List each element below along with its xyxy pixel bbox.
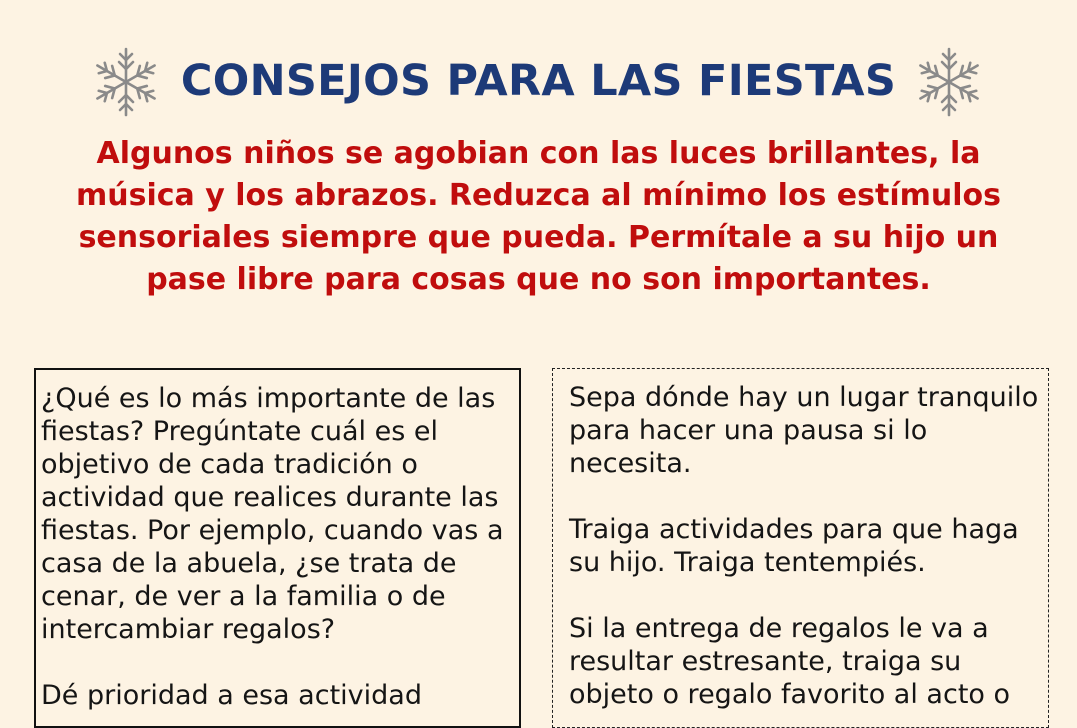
left-tips-box (34, 368, 521, 728)
tip-paragraph: Traiga actividades para que haga su hijo. Traiga tentempiés. (569, 514, 1019, 578)
tip-paragraph: Dé prioridad a esa actividad (41, 680, 422, 711)
header (0, 44, 1077, 120)
tip-paragraph: ¿Qué es lo más importante de las fiestas? Pregúntate cuál es el objetivo de cada tradición o actividad que realices durante las fiestas. Por ejemplo, cuando vas a casa de la abuela, ¿se trata de cenar, de ver a la familia o de intercambiar regalos? (41, 383, 504, 645)
tip-paragraph: Sepa dónde hay un lugar tranquilo para hacer una pausa si lo necesita. (569, 382, 1039, 479)
intro-text: Algunos niños se agobian con las luces brillantes, la música y los abrazos. Reduzca al mínimo los estímulos sensoriales siempre que pueda. Permítale a su hijo un pase libre para cosas que no son importantes. (75, 136, 1002, 297)
page-title: CONSEJOS PARA LAS FIESTAS (180, 56, 897, 106)
tip-paragraph: Si la entrega de regalos le va a resultar estresante, traiga su objeto o regalo favorito al acto o (569, 613, 1011, 710)
right-tips-box (552, 368, 1049, 728)
snowflake-icon (917, 47, 981, 117)
